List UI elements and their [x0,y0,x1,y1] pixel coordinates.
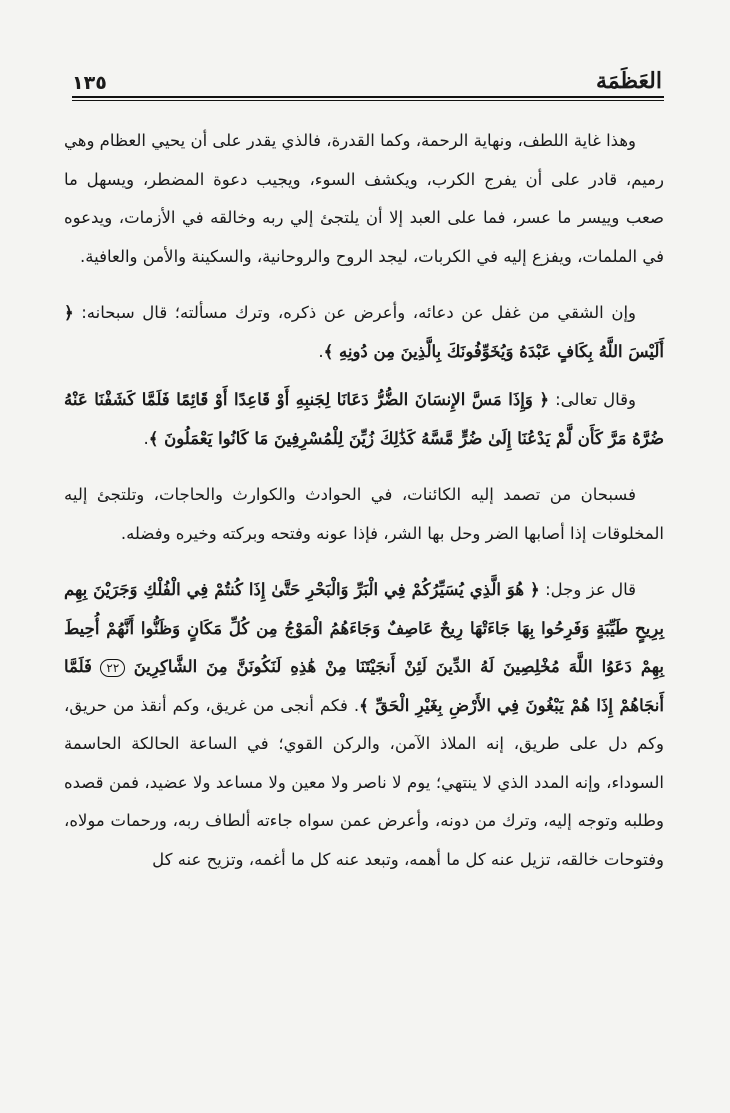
quran-verse-3a: ﴿ هُوَ الَّذِي يُسَيِّرُكُمْ فِي الْبَرِّ وَالْبَحْرِ حَتَّىٰ إِذَا كُنتُمْ فِي الْفُلْكِ وَجَرَيْنَ بِهِم بِرِيحٍ طَيِّبَةٍ وَفَرِحُوا بِهَا جَاءَتْهَا رِيحٌ عَاصِفٌ وَجَاءَهُمُ الْمَوْجُ مِن كُلِّ مَكَانٍ وَظَنُّوا أَنَّهُمْ أُحِيطَ بِهِمْ دَعَوُا اللَّهَ مُخْلِصِينَ لَهُ الدِّينَ لَئِنْ أَنجَيْتَنَا مِنْ هَٰذِهِ لَنَكُونَنَّ مِنَ الشَّاكِرِينَ [64,580,665,676]
page-body [64,122,664,879]
paragraph-4-text: فسبحان من تصمد إليه الكائنات، في الحوادث والكوارث والحاجات، وتلتجئ إليه المخلوقات إذا أصابها الضر وحل بها الشر، فإذا عونه وفتحه وبركته وخيره وفضله. [64,485,664,543]
paragraph-1 [64,122,664,276]
running-title: العَظَمَة [596,68,662,94]
paragraph-4 [64,476,664,553]
ayah-number-marker: ٢٢ [100,659,125,677]
paragraph-2-end: . [318,341,324,361]
quran-verse-1: ﴿ أَلَيْسَ اللَّهُ بِكَافٍ عَبْدَهُ وَيُخَوِّفُونَكَ بِالَّذِينَ مِن دُونِهِ ﴾ [64,303,664,361]
paragraph-2 [64,294,664,371]
paragraph-1-text: وهذا غاية اللطف، ونهاية الرحمة، وكما القدرة، فالذي يقدر على أن يحيي العظام وهي رميم، قادر على أن يفرج الكرب، ويكشف السوء، ويجيب دعوة المضطر، ويسهل ما صعب وييسر ما عسر، فما على العبد إلا أن يلتجئ إلي ربه وخالقه في الأزمات، ويدعوه في الملمات، ويفزع إليه في الكربات، ليجد الروح والروحانية، والسكينة والأمن والعافية. [63,131,664,266]
page-header [72,58,662,94]
paragraph-3 [64,381,664,458]
header-rule [72,96,664,101]
paragraph-3-intro: وقال تعالى: [555,390,636,409]
quran-verse-3b: فَلَمَّا أَنجَاهُمْ إِذَا هُمْ يَبْغُونَ فِي الأَرْضِ بِغَيْرِ الْحَقِّ ﴾ [64,657,664,715]
paragraph-5-rest: . فكم أنجى من غريق، وكم أنقذ من حريق، وكم دل على طريق، إنه الملاذ الآمن، والركن القوي؛ في الساعة الحالكة الحاسمة السوداء، وإنه المدد الذي لا ينتهي؛ يوم لا ناصر ولا معين ولا مساعد ولا عضيد، فمن قصده وطلبه وتوجه إليه، وترك من دونه، وأعرض عمن سواه جاءته ألطاف ربه، ورحمات مولاه، وفتوحات خالقه، تزيل عنه كل ما أهمه، وتبعد عنه كل ما أغمه، وتزيح عنه كل [64,695,664,869]
quran-verse-2: ﴿ وَإِذَا مَسَّ الإِنسَانَ الضُّرُّ دَعَانَا لِجَنبِهِ أَوْ قَاعِدًا أَوْ قَائِمًا فَلَمَّا كَشَفْنَا عَنْهُ ضُرَّهُ مَرَّ كَأَن لَّمْ يَدْعُنَا إِلَىٰ ضُرٍّ مَّسَّهُ كَذَٰلِكَ زُيِّنَ لِلْمُسْرِفِينَ مَا كَانُوا يَعْمَلُونَ ﴾ [64,390,664,448]
paragraph-5-intro: قال عز وجل: [545,580,636,599]
paragraph-5 [64,571,664,879]
paragraph-3-end: . [143,428,149,448]
paragraph-2-intro: وإن الشقي من غفل عن دعائه، وأعرض عن ذكره، وترك مسألته؛ قال سبحانه: [81,303,636,322]
page-number: ١٣٥ [72,72,107,94]
